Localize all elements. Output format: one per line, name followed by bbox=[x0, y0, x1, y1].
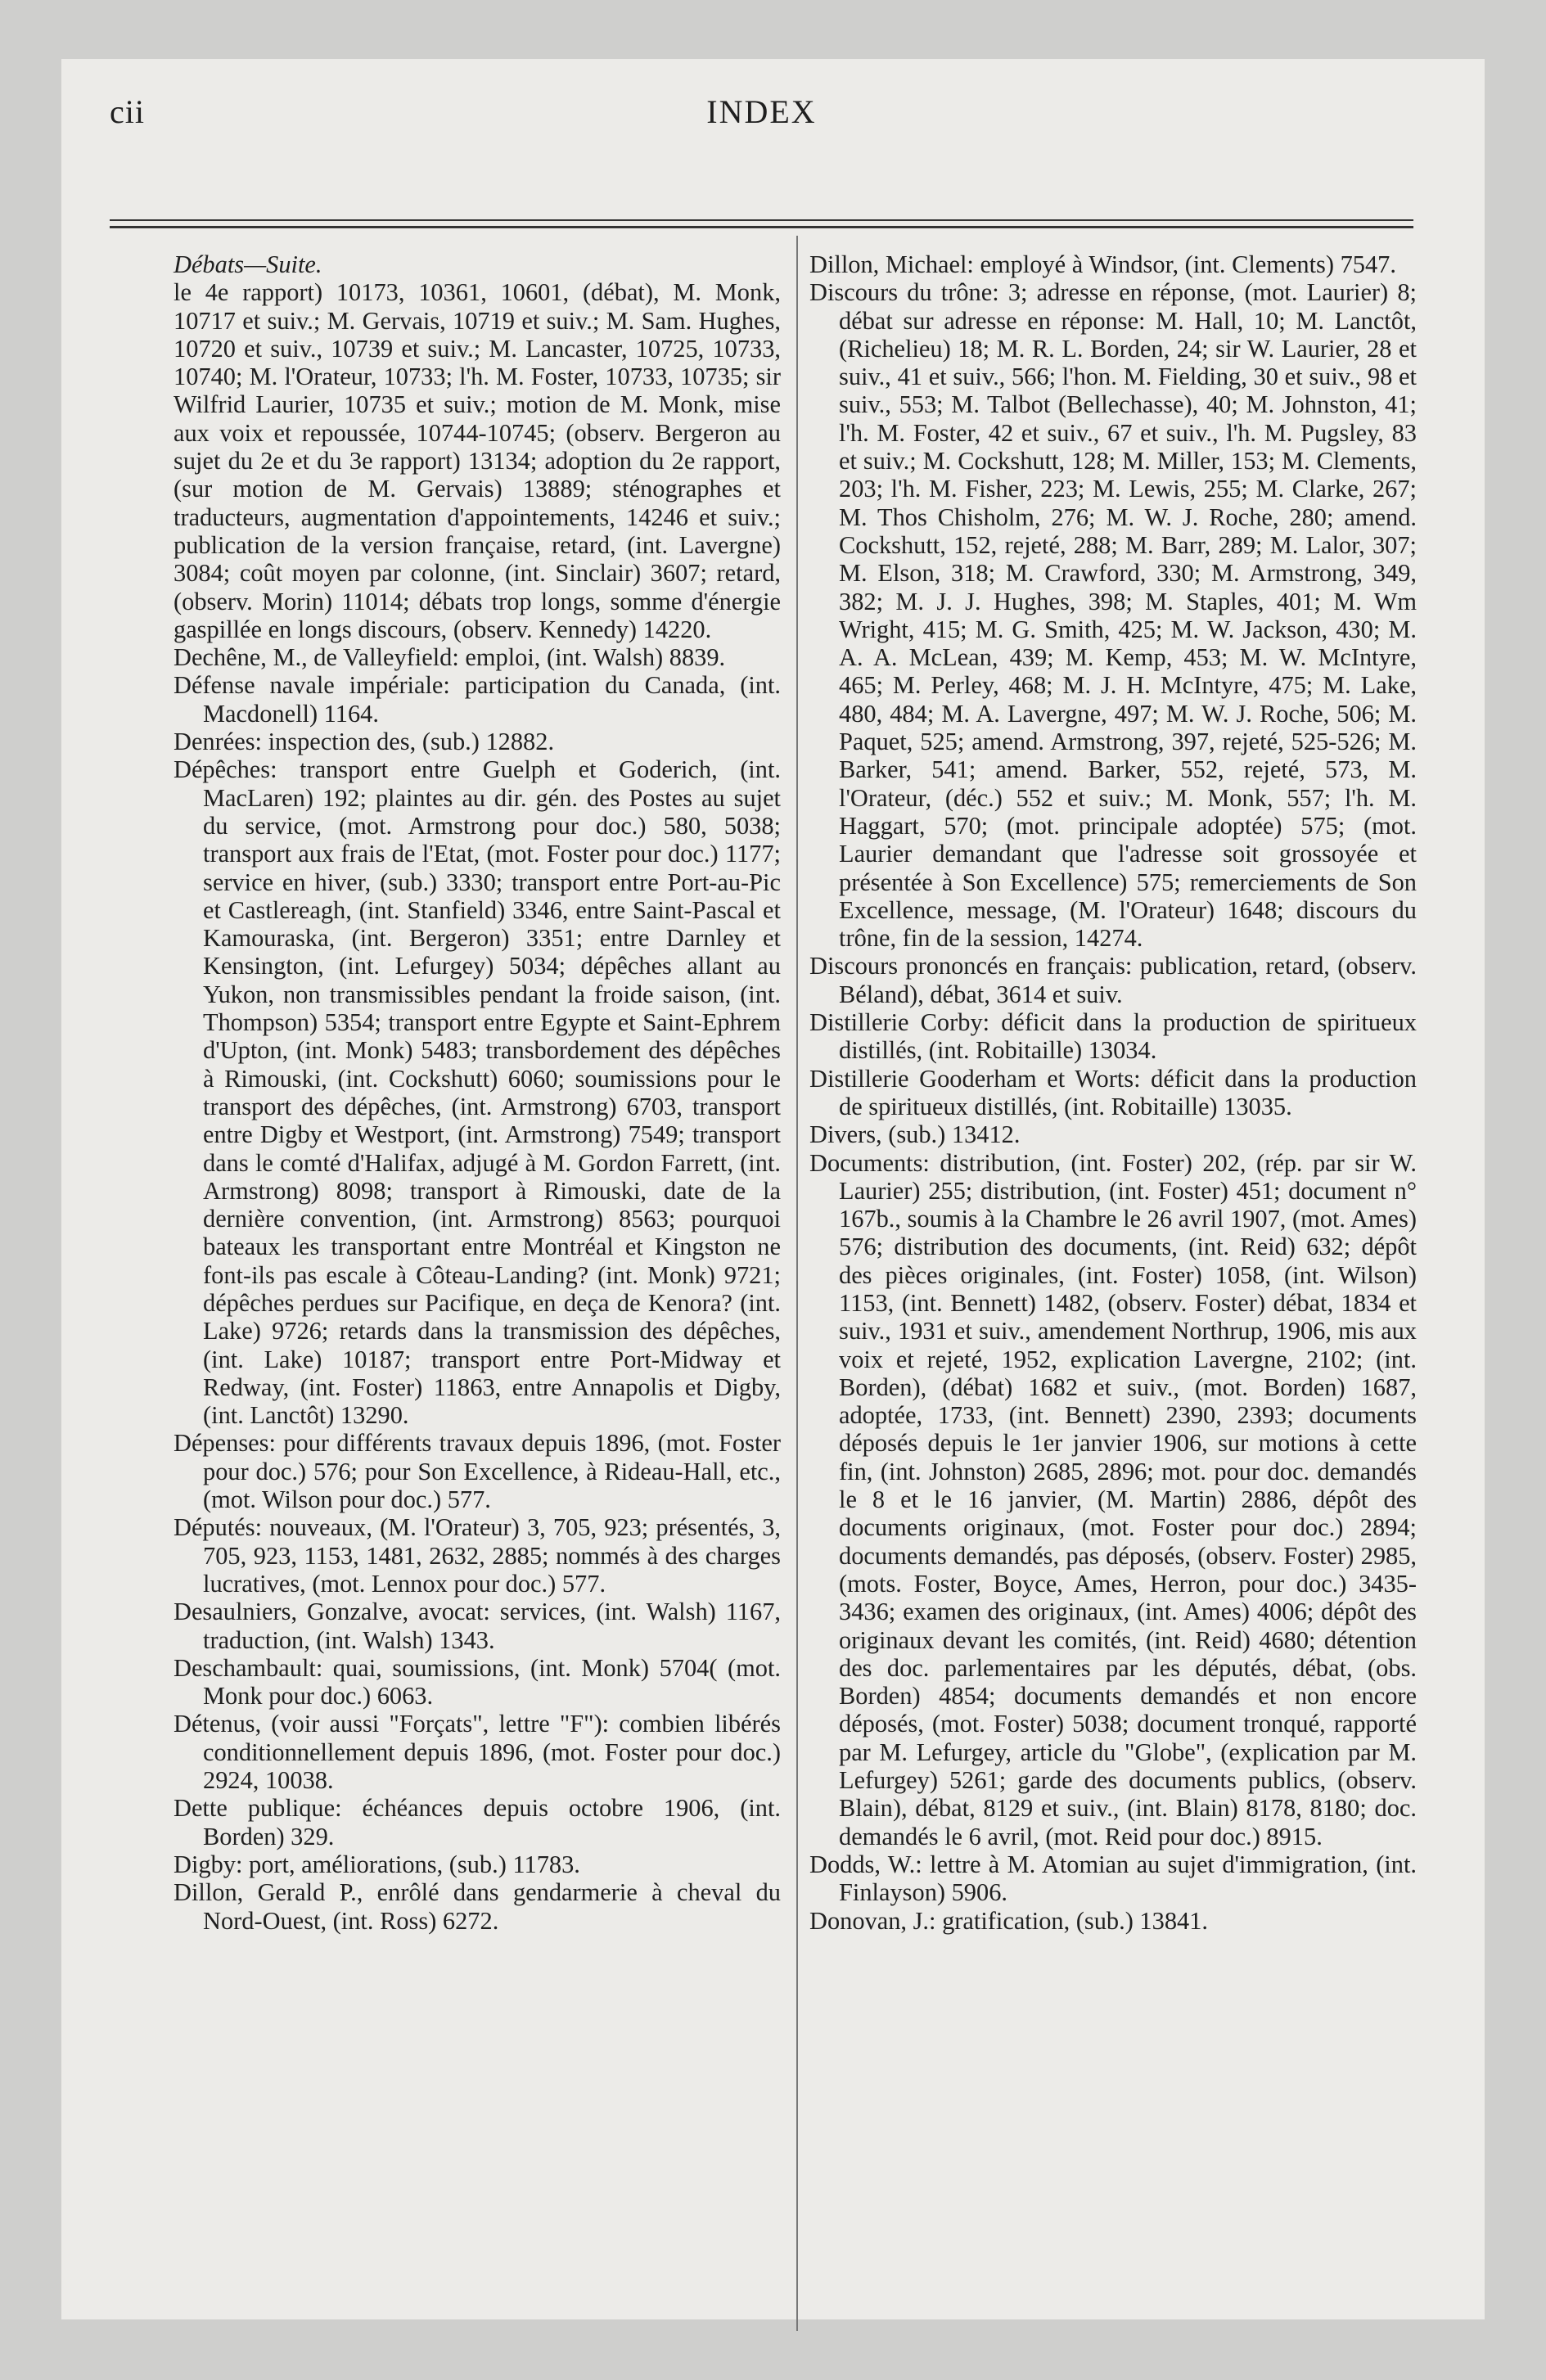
index-entry: Deschambault: quai, soumissions, (int. Monk) 5704( (mot. Monk pour doc.) 6063. bbox=[174, 1653, 781, 1711]
index-entry: Députés: nouveaux, (M. l'Orateur) 3, 705, 923; présentés, 3, 705, 923, 1153, 1481, 2632, 2885; nommés à des charges lucratives, (mot. Lennox pour doc.) 577. bbox=[174, 1513, 781, 1598]
index-entry: Distillerie Gooderham et Worts: déficit dans la production de spiritueux distillés, (int. Robitaille) 13035. bbox=[809, 1064, 1417, 1120]
continuation-heading: Débats—Suite. bbox=[174, 250, 322, 278]
index-entry: Digby: port, améliorations, (sub.) 11783. bbox=[174, 1850, 580, 1878]
index-entry: Dillon, Gerald P., enrôlé dans gendarmerie à cheval du Nord-Ouest, (int. Ross) 6272. bbox=[174, 1878, 781, 1935]
index-entry: Dépenses: pour différents travaux depuis 1896, (mot. Foster pour doc.) 576; pour Son Excellence, à Rideau-Hall, etc., (mot. Wilson pour doc.) 577. bbox=[174, 1429, 781, 1514]
header-rule bbox=[110, 219, 1413, 221]
index-entry: Discours du trône: 3; adresse en réponse, (mot. Laurier) 8; débat sur adresse en réponse: M. Hall, 10; M. Lanctôt, (Richelieu) 18; M. R. L. Borden, 24; sir W. Laurier, 28 et suiv., 41 et suiv., 566; l'hon. M. Fielding, 30 et suiv., 98 et suiv., 553; M. Talbot (Bellechasse), 40; M. Johnston, 41; l'h. M. Foster, 42 et suiv., 67 et suiv., l'h. M. Pugsley, 83 et suiv.; M. Cockshutt, 128; M. Miller, 153; M. Clements, 203; l'h. M. Fisher, 223; M. Lewis, 255; M. Clarke, 267; M. Thos Chisholm, 276; M. W. J. Roche, 280; amend. Cockshutt, 152, rejeté, 288; M. Barr, 289; M. Lalor, 307; M. Elson, 318; M. Crawford, 330; M. Armstrong, 349, 382; M. J. J. Hughes, 398; M. Staples, 401; M. Wm Wright, 415; M. G. Smith, 425; M. W. Jackson, 430; M. A. A. McLean, 439; M. Kemp, 453; M. W. McIntyre, 465; M. Perley, 468; M. J. H. McIntyre, 475; M. Lake, 480, 484; M. A. Lavergne, 497; M. W. J. Roche, 506; M. Paquet, 525; amend. Armstrong, 397, rejeté, 525-526; M. Barker, 541; amend. Barker, 552, rejeté, 573, M. l'Orateur, (déc.) 552 et suiv.; M. Monk, 557; l'h. M. Haggart, 570; (mot. principale adoptée) 575; (mot. Laurier demandant que l'adresse soit grossoyée et présentée à Son Excellence) 575; remerciements de Son Excellence, message, (M. l'Orateur) 1648; discours du trône, fin de la session, 14274. bbox=[809, 278, 1417, 953]
index-entry: Dette publique: échéances depuis octobre 1906, (int. Borden) 329. bbox=[174, 1794, 781, 1850]
running-head: INDEX bbox=[706, 93, 817, 130]
page-header bbox=[110, 86, 1413, 135]
index-column-left bbox=[174, 250, 781, 1935]
index-entry: Dillon, Michael: employé à Windsor, (int. Clements) 7547. bbox=[809, 250, 1396, 278]
index-entry: Dechêne, M., de Valleyfield: emploi, (int. Walsh) 8839. bbox=[174, 643, 726, 672]
index-entry: Défense navale impériale: participation du Canada, (int. Macdonell) 1164. bbox=[174, 671, 781, 728]
index-entry: Détenus, (voir aussi "Forçats", lettre "F"): combien libérés conditionnellement depuis 1896, (mot. Foster pour doc.) 2924, 10038. bbox=[174, 1710, 781, 1795]
header-rule-double bbox=[110, 226, 1413, 228]
index-entry: Dodds, W.: lettre à M. Atomian au sujet d'immigration, (int. Finlayson) 5906. bbox=[809, 1850, 1417, 1907]
index-entry: Documents: distribution, (int. Foster) 202, (rép. par sir W. Laurier) 255; distribution, (int. Foster) 451; document n° 167b., soumis à la Chambre le 26 avril 1907, (mot. Ames) 576; distribution des documents, (int. Reid) 632; dépôt des pièces originales, (int. Foster) 1058, (int. Wilson) 1153, (int. Bennett) 1482, (observ. Foster) débat, 1834 et suiv., 1931 et suiv., amendement Northrup, 1906, mis aux voix et rejeté, 1952, explication Lavergne, 2102; (int. Borden), (débat) 1682 et suiv., (mot. Borden) 1687, adoptée, 1733, (int. Bennett) 2390, 2393; documents déposés depuis le 1er janvier 1906, sur motions à cette fin, (int. Johnston) 2685, 2896; mot. pour doc. demandés le 8 et le 16 janvier, (M. Martin) 2886, dépôt des documents originaux, (mot. Foster pour doc.) 2894; documents demandés, pas déposés, (observ. Foster) 2985, (mots. Foster, Boyce, Ames, Herron, pour doc.) 3435-3436; examen des originaux, (int. Ames) 4006; dépôt des originaux devant les comités, (int. Reid) 4680; détention des doc. parlementaires par les députés, débat, (obs. Borden) 4854; documents demandés et non encore déposés, (mot. Foster) 5038; document tronqué, rapporté par M. Lefurgey, article du "Globe", (explication par M. Lefurgey) 5261; garde des documents publics, (observ. Blain), débat, 8129 et suiv., (int. Blain) 8178, 8180; doc. demandés le 6 avril, (mot. Reid pour doc.) 8915. bbox=[809, 1148, 1417, 1850]
index-entry: Dépêches: transport entre Guelph et Goderich, (int. MacLaren) 192; plaintes au dir. gén. des Postes au sujet du service, (mot. Armstrong pour doc.) 580, 5038; transport aux frais de l'Etat, (mot. Foster pour doc.) 1177; service en hiver, (sub.) 3330; transport entre Port-au-Pic et Castlereagh, (int. Stanfield) 3346, entre Saint-Pascal et Kamouraska, (int. Bergeron) 3351; entre Darnley et Kensington, (int. Lefurgey) 5034; dépêches allant au Yukon, non transmissibles pendant la froide saison, (int. Thompson) 5354; transport entre Egypte et Saint-Ephrem d'Upton, (int. Monk) 5483; transbordement des dépêches à Rimouski, (int. Cockshutt) 6060; soumissions pour le transport des dépêches, (int. Armstrong) 6703, transport entre Digby et Westport, (int. Armstrong) 7549; transport dans le comté d'Halifax, adjugé à M. Gordon Farrett, (int. Armstrong) 8098; transport à Rimouski, date de la dernière convention, (int. Armstrong) 8563; pourquoi bateaux les transportant entre Montréal et Kingston ne font-ils pas escale à Côteau-Landing? (int. Monk) 9721; dépêches perdues sur Pacifique, en deça de Kenora? (int. Lake) 9726; retards dans la transmission des dépêches, (int. Lake) 10187; transport entre Port-Midway et Redway, (int. Foster) 11863, entre Annapolis et Digby, (int. Lanctôt) 13290. bbox=[174, 755, 781, 1430]
index-entry: le 4e rapport) 10173, 10361, 10601, (débat), M. Monk, 10717 et suiv.; M. Gervais, 10719 et suiv.; M. Sam. Hughes, 10720 et suiv., 10739 et suiv.; M. Lancaster, 10725, 10733, 10740; M. l'Orateur, 10733; l'h. M. Foster, 10733, 10735; sir Wilfrid Laurier, 10735 et suiv.; motion de M. Monk, mise aux voix et repoussée, 10744-10745; (observ. Bergeron au sujet du 2e et du 3e rapport) 13134; adoption du 2e rapport, (sur motion de M. Gervais) 13889; sténographes et traducteurs, augmentation d'appointements, 14246 et suiv.; publication de la version française, retard, (int. Lavergne) 3084; coût moyen par colonne, (int. Sinclair) 3607; retard, (observ. Morin) 11014; débats trop longs, somme d'énergie gaspillée en longs discours, (observ. Kennedy) 14220. bbox=[174, 278, 781, 643]
index-entry: Distillerie Corby: déficit dans la production de spiritueux distillés, (int. Robitaille) 13034. bbox=[809, 1008, 1417, 1065]
index-entry: Donovan, J.: gratification, (sub.) 13841. bbox=[809, 1906, 1209, 1935]
index-entry: Denrées: inspection des, (sub.) 12882. bbox=[174, 728, 555, 756]
index-column-right bbox=[809, 250, 1417, 1935]
column-divider bbox=[796, 236, 798, 2331]
page-number: cii bbox=[110, 93, 145, 130]
index-entry: Divers, (sub.) 13412. bbox=[809, 1120, 1021, 1149]
index-entry: Discours prononcés en français: publication, retard, (observ. Béland), débat, 3614 et suiv. bbox=[809, 952, 1417, 1008]
index-entry: Desaulniers, Gonzalve, avocat: services, (int. Walsh) 1167, traduction, (int. Walsh) 1343. bbox=[174, 1598, 781, 1654]
